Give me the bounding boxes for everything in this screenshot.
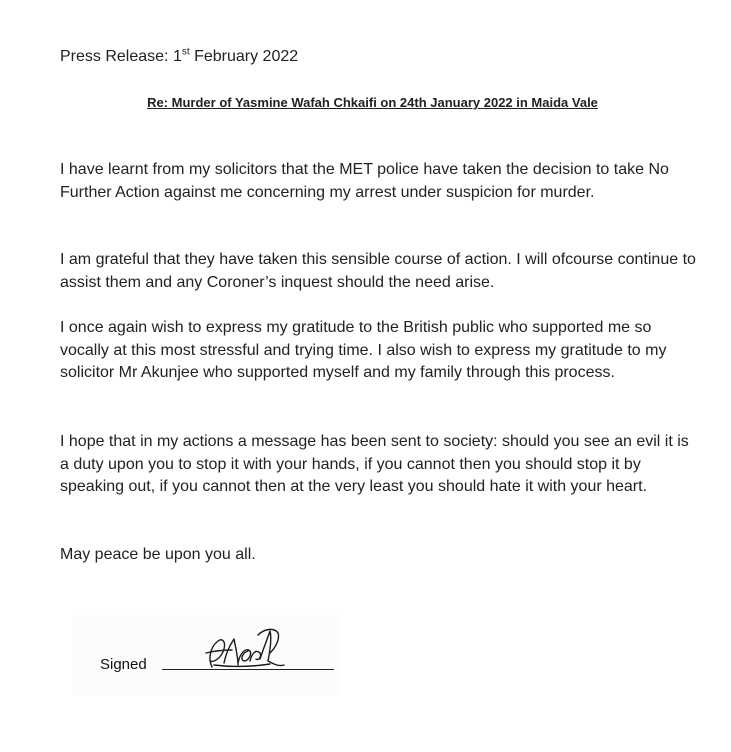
paragraph-5: May peace be upon you all. <box>60 546 256 563</box>
date-rest: February 2022 <box>189 48 299 65</box>
signed-label: Signed <box>100 656 147 673</box>
paragraph-1: I have learnt from my solicitors that the MET police have taken the decision to take No Further Action against me concerning my arrest under suspicion for murder. <box>60 161 669 201</box>
subject-text: Re: Murder of Yasmine Wafah Chkaifi on 24th January 2022 in Maida Vale <box>147 95 598 110</box>
paragraph-2: I am grateful that they have taken this sensible course of action. I will ofcourse continue to assist them and any Coroner’s inquest should the need arise. <box>60 251 696 291</box>
date-ordinal-suffix: st <box>181 46 190 58</box>
paragraph-3: I once again wish to express my gratitude to the British public who supported me so vocally at this most stressful and trying time. I also wish to express my gratitude to my solicitor Mr Akunjee who supported myself and my family through this process. <box>60 319 667 381</box>
paragraph-4: I hope that in my actions a message has been sent to society: should you see an evil it is a duty upon you to stop it with your hands, if you cannot then you should stop it by speaking out, if you cannot then at the very least you should hate it with your heart. <box>60 433 689 495</box>
date-prefix: Press Release: 1 <box>60 48 182 65</box>
handwritten-signature <box>200 623 290 673</box>
subject-line <box>60 94 685 112</box>
press-release-date <box>60 47 298 67</box>
signature-block <box>72 615 340 695</box>
